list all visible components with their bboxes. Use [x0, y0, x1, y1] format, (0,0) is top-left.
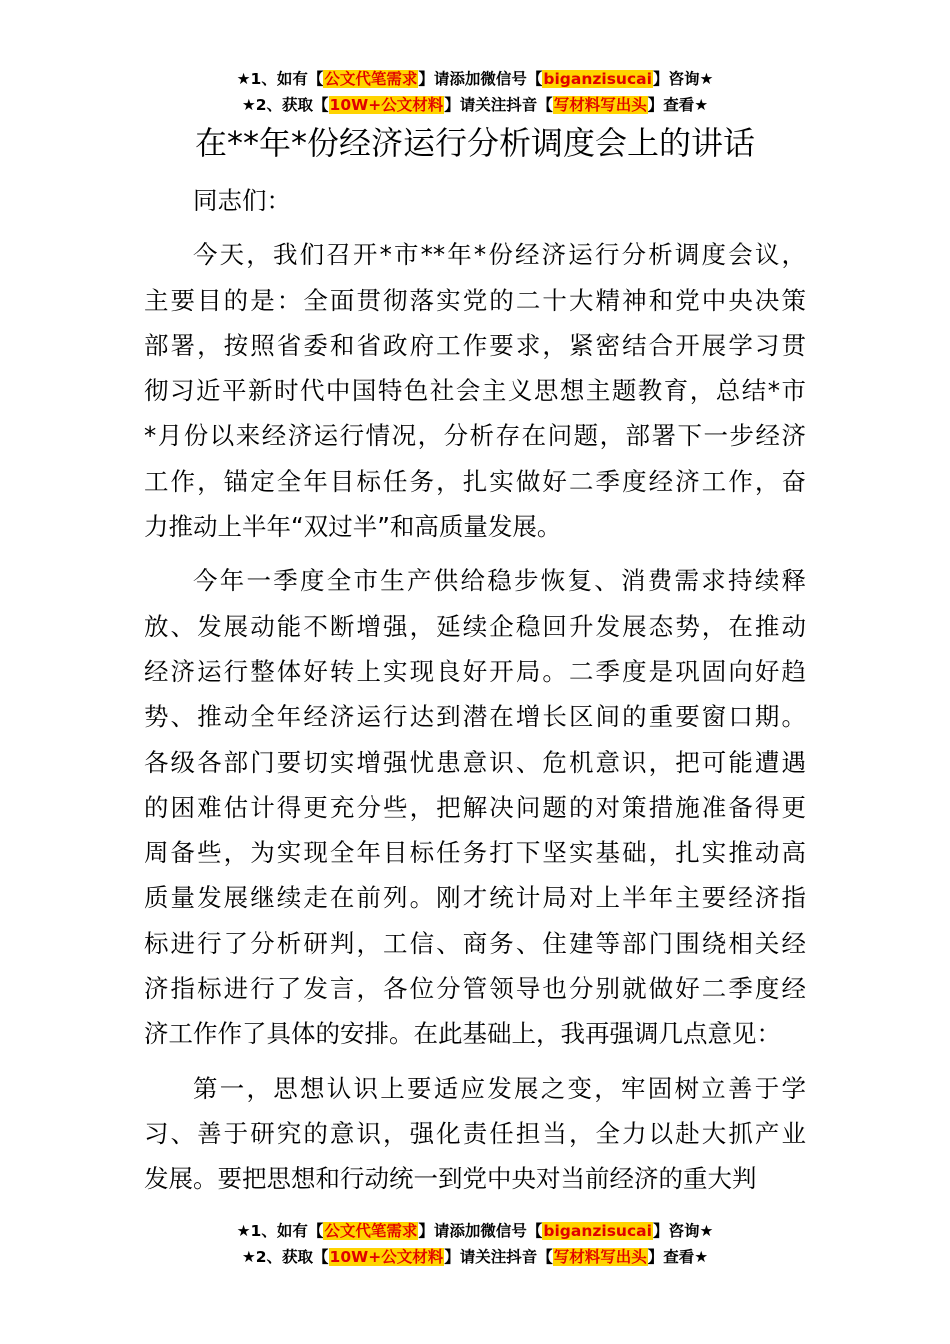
top-promo-banner — [0, 66, 950, 118]
salutation: 同志们： — [193, 186, 291, 215]
promo-highlight: 10W+公文材料 — [329, 1248, 444, 1266]
promo-highlight: 10W+公文材料 — [329, 96, 444, 114]
promo-text: 】咨询★ — [652, 70, 714, 88]
promo-text: ★1、如有【 — [236, 70, 324, 88]
promo-text: 】查看★ — [647, 96, 709, 114]
paragraph-line: 周备些，为实现全年目标任务打下坚实基础，扎实推动高 — [144, 838, 806, 868]
promo-line-1 — [0, 66, 950, 92]
promo-highlight: 公文代笔需求 — [324, 70, 418, 88]
paragraph-line: 第一，思想认识上要适应发展之变，牢固树立善于学 — [193, 1073, 806, 1103]
paragraph-line: 济工作作了具体的安排。在此基础上，我再强调几点意见： — [144, 1019, 781, 1049]
body-paragraph — [144, 232, 806, 549]
paragraph-line: 工作，锚定全年目标任务，扎实做好二季度经济工作，奋 — [144, 466, 806, 496]
promo-text: 】请关注抖音【 — [444, 96, 553, 114]
paragraph-line: 习、善于研究的意识，强化责任担当，全力以赴大抓产业 — [144, 1118, 806, 1148]
bottom-promo-banner — [0, 1218, 950, 1270]
promo-text: 】请关注抖音【 — [444, 1248, 553, 1266]
paragraph-line: 质量发展继续走在前列。刚才统计局对上半年主要经济指 — [144, 883, 806, 913]
promo-line-1 — [0, 1218, 950, 1244]
promo-highlight: 公文代笔需求 — [324, 1222, 418, 1240]
paragraph-line: 标进行了分析研判，工信、商务、住建等部门围绕相关经 — [144, 928, 806, 958]
paragraph-line: 的困难估计得更充分些，把解决问题的对策措施准备得更 — [144, 792, 806, 822]
promo-text: 】请添加微信号【 — [418, 1222, 543, 1240]
paragraph-line: 部署，按照省委和省政府工作要求，紧密结合开展学习贯 — [144, 330, 806, 360]
promo-highlight-douyin: 写材料写出头 — [553, 1248, 647, 1266]
paragraph-line: 彻习近平新时代中国特色社会主义思想主题教育，总结*市 — [144, 376, 806, 406]
promo-highlight-wechat: biganzisucai — [543, 70, 652, 88]
promo-highlight-wechat: biganzisucai — [543, 1222, 652, 1240]
paragraph-line: 放、发展动能不断增强，延续企稳回升发展态势，在推动 — [144, 611, 806, 641]
paragraph-line: 今年一季度全市生产供给稳步恢复、消费需求持续释 — [193, 566, 806, 596]
promo-text: ★2、获取【 — [241, 1248, 329, 1266]
paragraph-line: 主要目的是：全面贯彻落实党的二十大精神和党中央决策 — [144, 285, 806, 315]
paragraph-line: 力推动上半年“双过半”和高质量发展。 — [144, 512, 562, 542]
paragraph-line: 各级各部门要切实增强忧患意识、危机意识，把可能遭遇 — [144, 747, 806, 777]
paragraph-line: *月份以来经济运行情况，分析存在问题，部署下一步经济 — [144, 421, 806, 451]
promo-highlight-douyin: 写材料写出头 — [553, 96, 647, 114]
promo-line-2 — [0, 1244, 950, 1270]
promo-line-2 — [0, 92, 950, 118]
promo-text: ★1、如有【 — [236, 1222, 324, 1240]
paragraph-line: 发展。要把思想和行动统一到党中央对当前经济的重大判 — [144, 1164, 757, 1194]
paragraph-line: 势、推动全年经济运行达到潜在增长区间的重要窗口期。 — [144, 702, 806, 732]
promo-text: 】请添加微信号【 — [418, 70, 543, 88]
paragraph-line: 今天，我们召开*市**年*份经济运行分析调度会议， — [193, 240, 806, 270]
body-paragraph — [144, 558, 806, 1056]
document-body — [144, 178, 806, 1211]
promo-text: ★2、获取【 — [241, 96, 329, 114]
promo-text: 】查看★ — [647, 1248, 709, 1266]
body-paragraph — [144, 1066, 806, 1202]
document-title: 在**年*份经济运行分析调度会上的讲话 — [194, 124, 755, 162]
paragraph-line: 经济运行整体好转上实现良好开局。二季度是巩固向好趋 — [144, 656, 806, 686]
promo-text: 】咨询★ — [652, 1222, 714, 1240]
paragraph-line: 济指标进行了发言，各位分管领导也分别就做好二季度经 — [144, 974, 806, 1004]
